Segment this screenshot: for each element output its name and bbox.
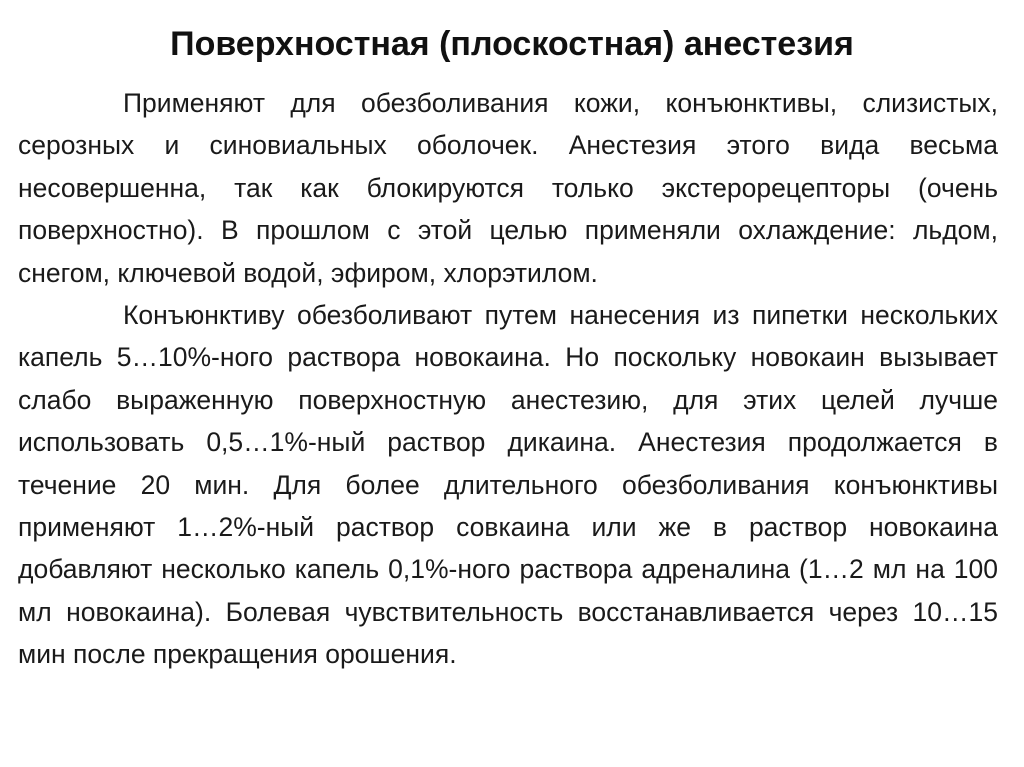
- page-title: Поверхностная (плоскостная) анестезия: [170, 25, 854, 63]
- paragraph-conjunctiva-anesthesia: Конъюнктиву обезболивают путем нанесения из пипетки нескольких капель 5…10%-ного раствора новокаина. Но поскольку новокаин вызывает слабо выраженную поверхностную анестезию, для этих целей лучше использовать 0,5…1%-ный раствор дикаина. Анестезия продолжается в течение 20 мин. Для более длительного обезболивания конъюнктивы применяют 1…2%-ный раствор совкаина или же в раствор новокаина добавляют несколько капель 0,1%-ного раствора адреналина (1…2 мл на 100 мл новокаина). Болевая чувствительность восстанавливается через 10…15 мин после прекращения орошения.: [18, 300, 998, 670]
- paragraph-surface-anesthesia-intro: Применяют для обезболивания кожи, конъюнктивы, слизистых, серозных и синовиальных оболочек. Анестезия этого вида весьма несовершенна, так как блокируются только экстерорецепторы (очень поверхностно). В прошлом с этой целью применяли охлаждение: льдом, снегом, ключевой водой, эфиром, хлорэтилом.: [18, 88, 998, 288]
- body-text: [18, 82, 998, 676]
